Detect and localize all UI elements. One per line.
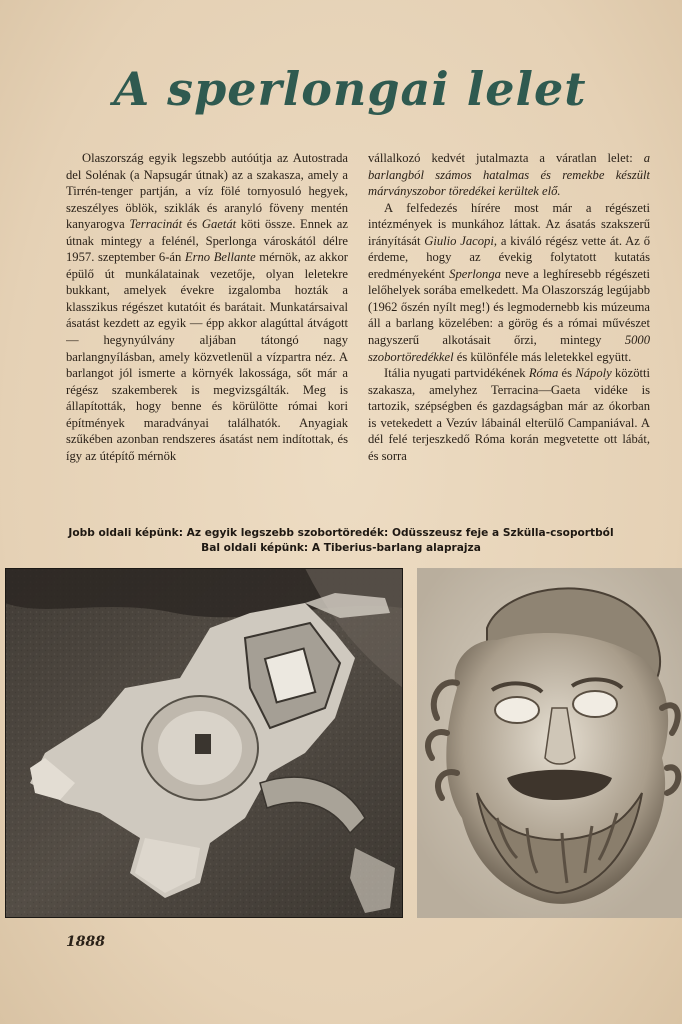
paragraph: Olaszország egyik legszebb autóútja az Autostrada del Solénak (a Napsugár útnak) az a szakasza, amely a Tirrén-tenger partján, a víz fölé tornyosuló hegyek, szeszélyes öblök, sziklák és aranyló föveny mentén kanyarogva Terracinát és Gaetát köti össze. Ennek az útnak mintegy a felénél, Sperlonga városkától délre 1957. szeptember 6-án Erno Bellante mérnök, az akkor épülő út munkálatainak vezetője, olyan leletekre bukkant, amelyek évekre izgalomba hozták a klasszikus régészet kutatóit és barátait. Munkatársaival ásatást kezdett az egyik — épp akkor alagúttal átvágott — hegynyúlvány aljában tátongó nagy barlangnyílásban, amely közvetlenül a vízpartra néz. A barlangot jól ismerte a környék lakossága, sőt már a régész szakemberek is megvizsgálták. Meg is állapították, hogy benne és körülötte római kori építmények maradványai találhatók. Anyagiak szűkében azonban rendszeres ásatást nem indítottak, és így az útépítő mérnök: [66, 151, 348, 463]
paragraph: vállalkozó kedvét jutalmazta a váratlan lelet: a barlangból számos hatalmas és remekbe készült márványszobor töredékei kerültek elő.: [368, 151, 650, 199]
photo-odysseus-head: [417, 568, 682, 918]
paragraph: Itália nyugati partvidékének Róma és Nápoly közötti szakasza, amelyhez Terracina—Gaeta vidéke is tartozik, szépségben és gazdagságban már az ókorban is vetekedett a Vezúv lábainál elterülő Campaniával. A dél felé terjeszkedő Róma korán megvetette ott lábát, és sorra: [368, 366, 650, 463]
paragraph: A felfedezés hírére most már a régészeti intézmények is munkához láttak. Az ásatás szakszerű irányítását Giulio Jacopi, a kiváló régész vette át. Az ő érdeme, hogy az évekig folytatott kutatás eredményeként Sperlonga neve a leghíresebb régészeti lelőhelyek sorába emelkedett. Ma Olaszország legújabb (1962 őszén nyílt meg!) és legmodernebb kis múzeuma áll a barlang közelében: a görög és a római művészet nagyszerű alkotásait őrzi, mintegy 5000 szobortöredékkel és különféle más leletekkel együtt.: [368, 200, 650, 364]
photo-cave-plan: [5, 568, 403, 918]
caption-left-photo: Bal oldali képünk: A Tiberius-barlang alaprajza: [201, 542, 481, 554]
cave-plan-illustration: [5, 568, 403, 918]
text-column-right: [368, 150, 650, 502]
text-column-left: [66, 150, 348, 502]
article-title: A sperlongai lelet: [113, 62, 587, 116]
caption-right-photo: Jobb oldali képünk: Az egyik legszebb szobortöredék: Odüsszeusz feje a Szkülla-csoportból: [68, 527, 614, 539]
page-number: 1888: [66, 934, 105, 950]
odysseus-head-illustration: [417, 568, 682, 918]
